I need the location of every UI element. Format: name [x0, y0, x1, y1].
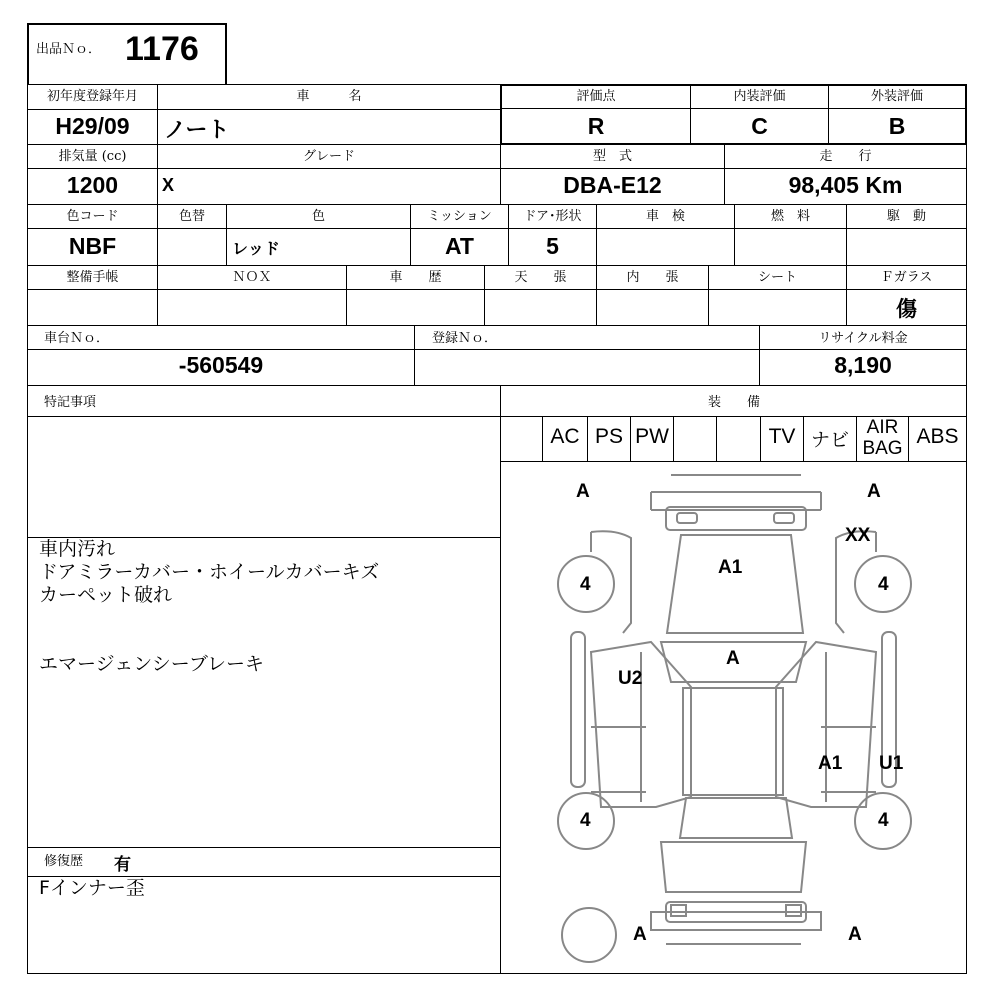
lot-number-label: 出品Ｎｏ．	[36, 42, 102, 57]
color-change-header: 色替	[178, 209, 205, 224]
maintenance-book-header: 整備手帳	[66, 270, 119, 285]
equipment-header: 装 備	[707, 395, 760, 410]
mileage-header: 走 行	[819, 149, 872, 164]
car-name-value: ノート	[164, 118, 230, 143]
damage-mark-front-left-corner: A	[576, 481, 590, 502]
displacement-header: 排気量 (cc)	[58, 149, 127, 164]
lot-number-value: 1176	[125, 30, 199, 68]
car-damage-diagram	[501, 462, 966, 973]
interior-grade-value: C	[751, 113, 768, 139]
f-glass-header: Ｆガラス	[880, 270, 933, 285]
note-line: ドアミラーカバー・ホイールカバーキズ	[39, 561, 380, 583]
door-value: 5	[546, 233, 559, 259]
damage-mark-front-right-corner: A	[867, 481, 881, 502]
damage-mark-rear-left-corner: A	[633, 924, 647, 945]
damage-mark-tire-rear-left: 4	[580, 810, 591, 831]
color-value: レッド	[232, 239, 280, 258]
damage-mark-tire-rear-right: 4	[878, 810, 889, 831]
interior-lining-header: 内 張	[626, 270, 679, 285]
damage-mark-tire-front-right: 4	[878, 574, 889, 595]
recycle-fee-header: リサイクル料金	[818, 331, 908, 346]
damage-mark-left-front-door: U2	[618, 668, 643, 689]
ceiling-header: 天 張	[514, 270, 567, 285]
equipment-pw: PW	[635, 425, 669, 448]
f-glass-value: 傷	[896, 297, 917, 321]
repair-history-label: 修復歴	[44, 854, 84, 869]
damage-mark-right-side-strip: U1	[879, 753, 904, 774]
repair-history-value: 有	[114, 855, 131, 875]
exterior-grade-value: B	[888, 113, 906, 139]
damage-mark-hood: A1	[718, 557, 743, 578]
model-value: DBA-E12	[563, 172, 662, 198]
repair-detail: Fインナー歪	[39, 877, 145, 899]
chassis-number-value: -560549	[178, 352, 264, 378]
score-header: 評価点	[576, 89, 616, 104]
equipment-abs: ABS	[916, 425, 959, 448]
nox-header: ＮＯＸ	[232, 270, 272, 285]
notes-header: 特記事項	[44, 395, 97, 410]
model-header: 型 式	[592, 149, 632, 164]
drive-header: 駆 動	[886, 209, 926, 224]
damage-mark-tire-front-left: 4	[580, 574, 591, 595]
note-line: カーペット破れ	[39, 584, 173, 606]
note-line: エマージェンシーブレーキ	[39, 653, 265, 675]
door-header: ドア･形状	[523, 209, 582, 224]
mission-header: ミッション	[427, 209, 492, 224]
grade-header: グレード	[302, 149, 355, 164]
seat-header: シート	[757, 270, 797, 285]
inspection-header: 車 検	[645, 209, 685, 224]
interior-grade-header: 内装評価	[733, 89, 786, 104]
mission-value: AT	[445, 233, 474, 259]
displacement-value: 1200	[66, 172, 119, 198]
first-registration-value: H29/09	[55, 113, 130, 139]
history-header: 車 歴	[389, 270, 442, 285]
damage-mark-front-right-fender: XX	[845, 525, 871, 546]
damage-mark-windshield: A	[726, 648, 740, 669]
exterior-grade-header: 外装評価	[870, 89, 923, 104]
score-value: R	[587, 113, 605, 139]
damage-mark-rear-right-corner: A	[848, 924, 862, 945]
equipment-navi: ナビ	[810, 429, 849, 451]
chassis-number-header: 車台Ｎｏ．	[44, 331, 110, 346]
equipment-airbag: AIR BAG	[862, 417, 903, 459]
registration-number-header: 登録Ｎｏ．	[432, 331, 498, 346]
note-line: 車内汚れ	[39, 538, 116, 560]
recycle-fee-value: 8,190	[834, 352, 892, 378]
equipment-ac: AC	[550, 425, 580, 448]
equipment-ps: PS	[594, 425, 623, 448]
color-code-header: 色コード	[66, 209, 119, 224]
fuel-header: 燃 料	[770, 209, 810, 224]
damage-mark-right-rear-door: A1	[818, 753, 843, 774]
car-name-header: 車 名	[296, 89, 362, 104]
equipment-tv: TV	[768, 425, 796, 448]
grade-value: X	[162, 175, 175, 195]
first-registration-header: 初年度登録年月	[46, 89, 138, 104]
color-code-value: NBF	[68, 233, 117, 259]
color-header: 色	[311, 209, 325, 224]
mileage-value: 98,405 Km	[788, 172, 903, 198]
